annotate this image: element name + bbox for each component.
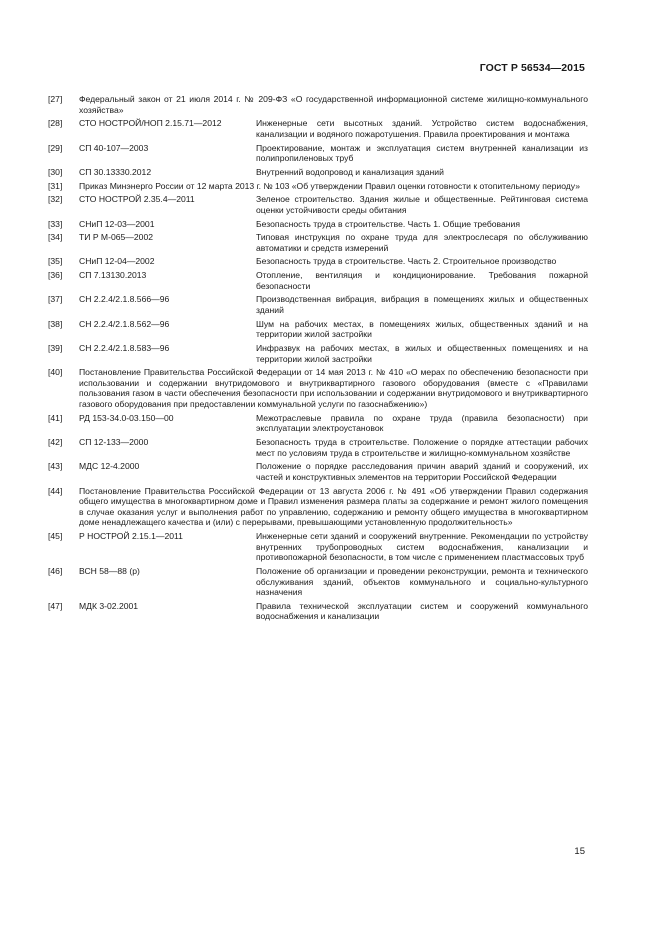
reference-number: [31] (48, 180, 63, 191)
reference-number: [27] (48, 94, 63, 104)
reference-item (48, 232, 588, 253)
reference-item (48, 256, 588, 267)
reference-number: [28] (48, 118, 63, 129)
reference-code: СТО НОСТРОЙ 2.35.4—2011 (79, 194, 195, 205)
reference-number: [29] (48, 142, 63, 153)
reference-code: ВСН 58—88 (р) (79, 565, 140, 576)
reference-number: [36] (48, 270, 63, 281)
document-header: ГОСТ Р 56534—2015 (479, 62, 585, 74)
reference-item (48, 566, 588, 598)
reference-title: Положение о порядке расследования причин аварий зданий и сооружений, их частей и конструктивных элементов на территории Российской Федерации (256, 461, 588, 482)
reference-number: [40] (48, 367, 63, 378)
reference-code: СП 30.13330.2012 (79, 166, 152, 177)
reference-title: Отопление, вентиляция и кондиционирование. Требования пожарной безопасности (256, 270, 588, 291)
reference-code: СТО НОСТРОЙ/НОП 2.15.71—2012 (79, 118, 222, 129)
reference-title: Безопасность труда в строительстве. Часть 1. Общие требования (256, 218, 520, 229)
reference-text: Федеральный закон от 21 июля 2014 г. № 209-ФЗ «О государственной информационной системе жилищно-коммунального хозяйства» (79, 94, 588, 115)
reference-item (48, 367, 588, 409)
reference-number: [39] (48, 343, 63, 353)
reference-number: [42] (48, 437, 63, 448)
reference-text: Постановление Правительства Российской Федерации от 14 мая 2013 г. № 410 «О мерах по обеспечению безопасности при использовании и содержании внутридомового и внутриквартирного газового оборудования (вместе с «Правилами пользования газом в части обеспечения безопасности при использовании и содержании внутридомового и внутриквартирного газового оборудования при предоставлении коммунальной услуги по газоснабжению») (79, 367, 588, 410)
reference-code: МДС 12-4.2000 (79, 461, 140, 472)
reference-title: Правила технической эксплуатации систем и сооружений коммунального водоснабжения и канализации (256, 600, 588, 622)
reference-title: Типовая инструкция по охране труда для электрослесаря по обслуживанию автоматики и средств измерений (256, 232, 588, 253)
reference-code: СНиП 12-03—2001 (79, 218, 155, 229)
reference-item (48, 167, 588, 178)
reference-item (48, 181, 588, 192)
reference-item (48, 461, 588, 482)
reference-number: [45] (48, 531, 63, 542)
reference-number: [44] (48, 485, 63, 496)
reference-title: Шум на рабочих местах, в помещениях жилых, общественных зданий и на территории жилой застройки (256, 318, 588, 340)
reference-number: [35] (48, 256, 63, 267)
reference-text: Постановление Правительства Российской Федерации от 13 августа 2006 г. № 491 «Об утверждении Правил содержания общего имущества в многоквартирном доме и Правил изменения размера платы за содержание и ремонт жилого помещения в случае оказания услуг и выполнения работ по управлению, содержанию и ремонту общего имущества в многоквартирном доме ненадлежащего качества и (или) с перерывами, превышающими установленную продолжительность» (79, 485, 588, 528)
reference-number: [37] (48, 294, 63, 305)
reference-number: [30] (48, 166, 63, 177)
reference-item (48, 143, 588, 164)
reference-title: Инженерные сети зданий и сооружений внутренние. Рекомендации по устройству внутренних трубопроводных систем водоснабжения, канализации и противопожарной безопасности, в том числе с применением пластмассовых труб (256, 531, 588, 563)
reference-number: [34] (48, 232, 63, 243)
reference-item (48, 194, 588, 215)
reference-number: [46] (48, 565, 63, 576)
reference-item (48, 94, 588, 115)
reference-code: СП 12-133—2000 (79, 437, 149, 448)
reference-number: [33] (48, 218, 63, 229)
reference-item (48, 270, 588, 291)
page-number: 15 (574, 846, 585, 857)
reference-item (48, 437, 588, 458)
reference-item (48, 294, 588, 315)
reference-code: СН 2.2.4/2.1.8.566—96 (79, 294, 170, 305)
reference-title: Зеленое строительство. Здания жилые и общественные. Рейтинговая система оценки устойчивости среды обитания (256, 194, 588, 215)
reference-item (48, 343, 588, 364)
reference-title: Безопасность труда в строительстве. Часть 2. Строительное производство (256, 256, 557, 267)
reference-code: СП 7.13130.2013 (79, 270, 147, 281)
reference-title: Безопасность труда в строительстве. Положение о порядке аттестации рабочих мест по условиям труда в строительстве и жилищно-коммунальном хозяйстве (256, 437, 588, 458)
reference-number: [41] (48, 412, 63, 423)
reference-title: Инженерные сети высотных зданий. Устройство систем водоснабжения, канализации и водяного пожаротушения. Правила проектирования и монтажа (256, 118, 588, 139)
reference-item (48, 601, 588, 622)
reference-title: Внутренний водопровод и канализация зданий (256, 166, 444, 177)
reference-code: Р НОСТРОЙ 2.15.1—2011 (79, 531, 183, 542)
reference-item (48, 219, 588, 230)
reference-item (48, 486, 588, 528)
reference-title: Производственная вибрация, вибрация в помещениях жилых и общественных зданий (256, 294, 588, 316)
reference-number: [38] (48, 318, 63, 329)
bibliography-list (48, 94, 588, 625)
reference-number: [43] (48, 461, 63, 472)
reference-code: СН 2.2.4/2.1.8.562—96 (79, 318, 170, 329)
reference-number: [47] (48, 600, 63, 611)
reference-code: СН 2.2.4/2.1.8.583—96 (79, 343, 170, 353)
reference-item (48, 319, 588, 340)
reference-item (48, 413, 588, 434)
reference-code: МДК 3-02.2001 (79, 600, 139, 611)
reference-code: РД 153-34.0-03.150—00 (79, 412, 174, 423)
reference-number: [32] (48, 194, 63, 205)
reference-title: Положение об организации и проведении реконструкции, ремонта и технического обслуживания зданий, объектов коммунального и социально-культурного назначения (256, 565, 588, 598)
reference-item (48, 118, 588, 139)
reference-item (48, 531, 588, 563)
reference-title: Межотраслевые правила по охране труда (правила безопасности) при эксплуатации электроустановок (256, 412, 588, 434)
reference-code: ТИ Р М-065—2002 (79, 232, 154, 243)
reference-title: Проектирование, монтаж и эксплуатация систем внутренней канализации из полипропиленовых труб (256, 142, 588, 164)
reference-title: Инфразвук на рабочих местах, в жилых и общественных помещениях и на территории жилой застройки (256, 343, 588, 364)
reference-text: Приказ Минэнерго России от 12 марта 2013 г. № 103 «Об утверждении Правил оценки готовности к отопительному периоду» (79, 180, 580, 191)
reference-code: СП 40-107—2003 (79, 142, 149, 153)
reference-code: СНиП 12-04—2002 (79, 256, 155, 267)
